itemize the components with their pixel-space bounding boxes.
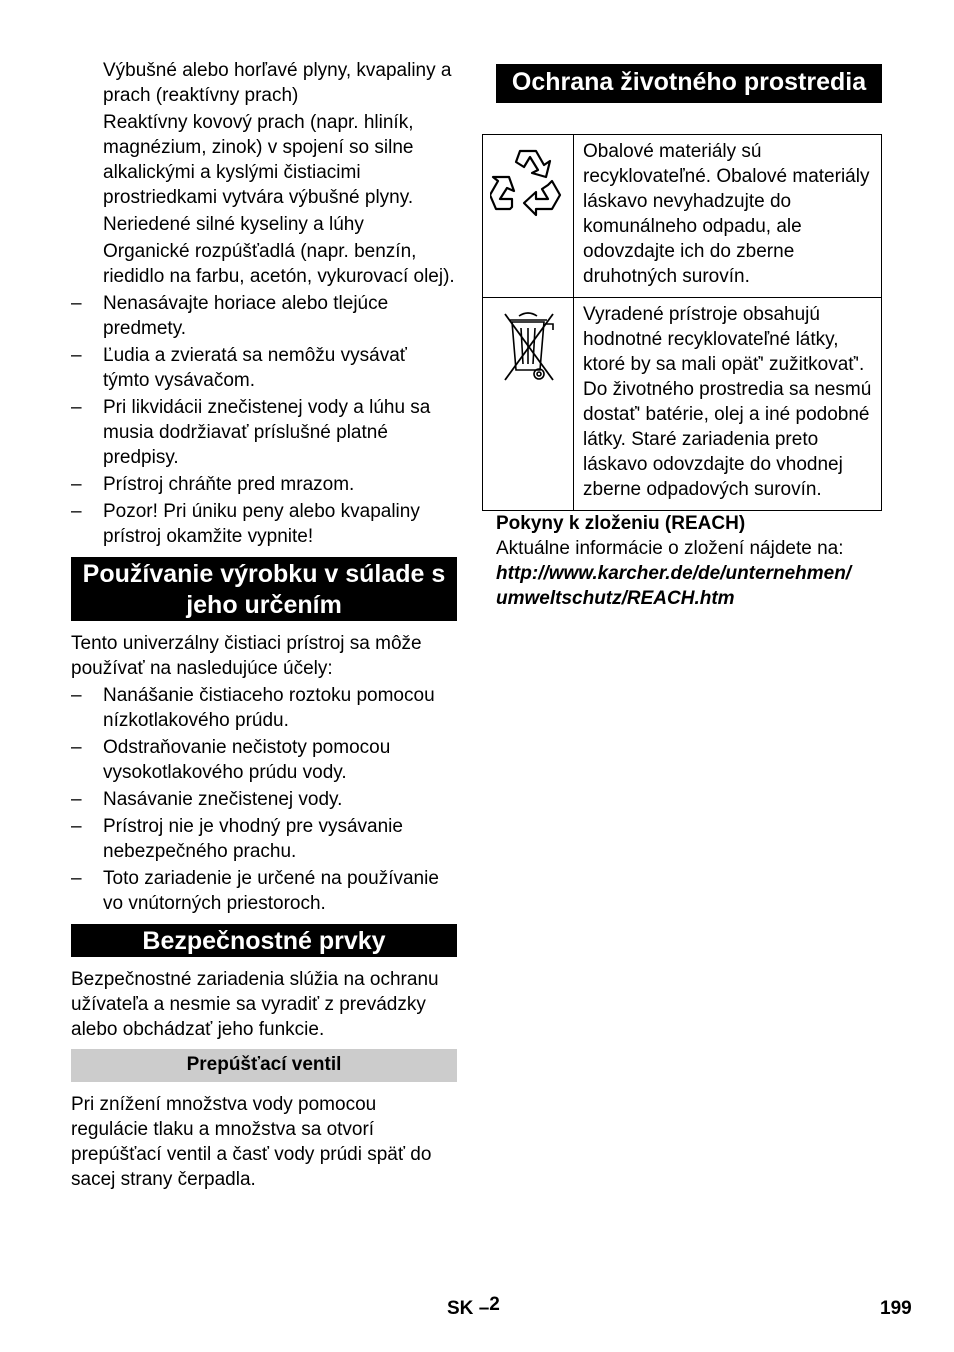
environment-heading: Ochrana životného prostredia xyxy=(496,64,882,103)
footer-section xyxy=(447,1296,500,1321)
intro-item-4: Organické rozpúšťadlá (napr. benzín, riedidlo na farbu, acetón, vykurovací olej). xyxy=(103,241,455,287)
right-column xyxy=(496,64,882,611)
recycling-icon-graphic xyxy=(490,145,566,217)
intro-item-3: Neriedené silné kyseliny a lúhy xyxy=(103,214,364,235)
valve-heading: Prepúšťací ventil xyxy=(71,1049,457,1082)
recycling-text: Obalové materiály sú recyklovateľné. Obalové materiály láskavo nevyhadzujte do komunálneho odpadu, ale odovzdajte ich do zberne druhotných surovín. xyxy=(574,135,882,298)
crossed-bin-icon-graphic xyxy=(497,308,559,384)
footer-sep: – xyxy=(478,1298,490,1319)
page-number: 199 xyxy=(880,1298,912,1319)
usage-item: – Odstraňovanie nečistoty pomocou vysokotlakového prúdu vody. xyxy=(71,737,391,783)
usage-item: – Toto zariadenie je určené na používanie vo vnútorných priestoroch. xyxy=(71,868,439,914)
safety-devices-heading: Bezpečnostné prvky xyxy=(71,924,457,957)
reach-link-line-1[interactable]: http://www.karcher.de/de/unternehmen/ xyxy=(496,563,852,584)
footer-lang: SK xyxy=(447,1298,474,1319)
safety-item: – Ľudia a zvieratá sa nemôžu vysávať týmto vysávačom. xyxy=(71,345,407,391)
reach-title: Pokyny k zloženiu (REACH) xyxy=(496,513,746,534)
table-row xyxy=(483,135,882,298)
table-row xyxy=(483,298,882,511)
intro-item-1: Výbušné alebo horľavé plyny, kvapaliny a prach (reaktívny prach) xyxy=(103,60,452,106)
disposal-text: Vyradené prístroje obsahujú hodnotné recyklovateľné látky, ktoré by sa mali opäť' zužitkovať'. Do životného prostredia sa nesmú dostať' batérie, olej a iné podobné látky. Staré zariadenia preto láskavo odovzdajte do vhodnej zberne odpadových surovín. xyxy=(574,298,882,511)
crossed-bin-icon xyxy=(483,298,574,511)
recycling-icon xyxy=(483,135,574,298)
environment-table xyxy=(482,134,882,511)
usage-item: – Prístroj nie je vhodný pre vysávanie nebezpečného prachu. xyxy=(71,816,403,862)
safety-item: – Pozor! Pri úniku peny alebo kvapaliny prístroj okamžite vypnite! xyxy=(71,501,420,547)
reach-text: Aktuálne informácie o zložení nájdete na: xyxy=(496,538,844,559)
usage-item: – Nanášanie čistiaceho roztoku pomocou nízkotlakového prúdu. xyxy=(71,685,435,731)
safety-item: – Pri likvidácii znečistenej vody a lúhu sa musia dodržiavať príslušné platné predpisy. xyxy=(71,397,431,468)
reach-link-line-2[interactable]: umweltschutz/REACH.htm xyxy=(496,588,735,609)
footer-section-page: 2 xyxy=(489,1294,500,1315)
safety-item: – Prístroj chráňte pred mrazom. xyxy=(71,474,355,495)
usage-heading: Používanie výrobku v súlade s jeho určením xyxy=(71,557,457,621)
safety-item: – Nenasávajte horiace alebo tlejúce predmety. xyxy=(71,293,389,339)
left-column xyxy=(71,58,457,1194)
safety-devices-text: Bezpečnostné zariadenia slúžia na ochranu užívateľa a nesmie sa vyradiť z prevádzky alebo obchádzať jeho funkcie. xyxy=(71,969,439,1040)
usage-intro: Tento univerzálny čistiaci prístroj sa môže používať na nasledujúce účely: xyxy=(71,633,422,679)
valve-text: Pri znížení množstva vody pomocou regulácie tlaku a množstva sa otvorí prepúšťací ventil a časť vody prúdi späť do sacej strany čerpadla. xyxy=(71,1094,432,1190)
intro-item-2: Reaktívny kovový prach (napr. hliník, magnézium, zinok) v spojení so silne alkalickými a kyslými čistiacimi prostriedkami vytvára výbušné plyny. xyxy=(103,112,414,208)
usage-item: – Nasávanie znečistenej vody. xyxy=(71,789,343,810)
